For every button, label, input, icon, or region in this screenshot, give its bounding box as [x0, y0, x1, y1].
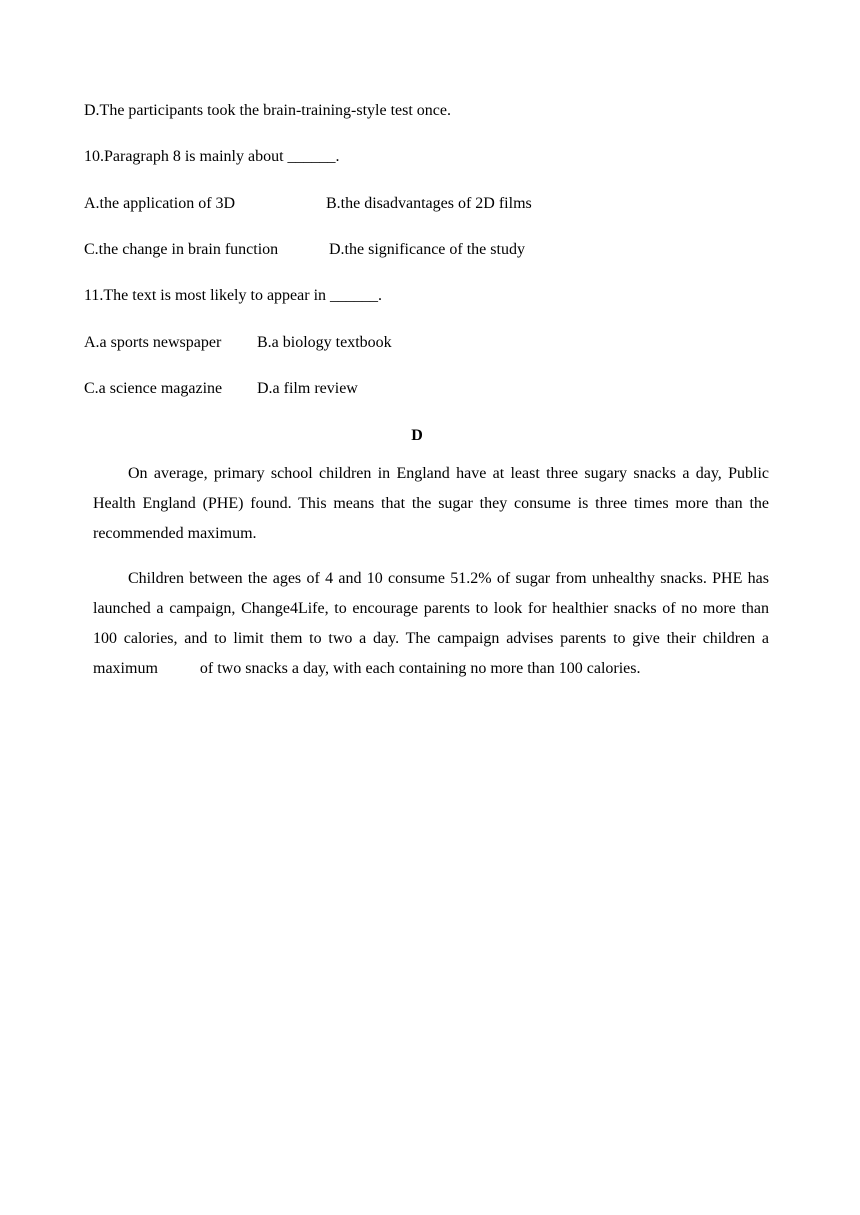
q10-option-b: B.the disadvantages of 2D films — [326, 195, 532, 212]
passage-paragraph-2-part2: of two snacks a day, with each containing no more than 100 calories. — [199, 660, 641, 677]
q11-option-c: C.a science magazine — [84, 380, 223, 397]
q10-option-c: C.the change in brain function — [84, 241, 279, 258]
passage-paragraph-1: On average, primary school children in England have at least three sugary snacks a day, Public Health England (PHE) found. This means that the sugar they consume is three times more than the recommended maximum. — [93, 465, 769, 542]
q9-option-d: D.The participants took the brain-training-style test once. — [84, 102, 451, 119]
q11-option-b: B.a biology textbook — [257, 334, 392, 351]
q11-option-a: A.a sports newspaper — [84, 334, 222, 351]
passage-paragraph-2 — [93, 564, 769, 684]
q10-option-d: D.the significance of the study — [329, 241, 525, 258]
passage-paragraph-2-part1: Children between the ages of 4 and 10 consume 51.2% of sugar from unhealthy snacks. PHE has launched a campaign, Change4Life, to encourage parents to look for healthier snacks of no more than 100 calories, and to limit them to two a day. The campaign advises parents to give their children a maximum — [93, 570, 769, 677]
q10-stem: 10.Paragraph 8 is mainly about ______. — [84, 148, 340, 165]
q11-option-d: D.a film review — [257, 380, 358, 397]
q11-stem: 11.The text is most likely to appear in ______. — [84, 287, 383, 304]
q10-option-a: A.the application of 3D — [84, 195, 236, 212]
passage-heading: D — [411, 427, 423, 444]
